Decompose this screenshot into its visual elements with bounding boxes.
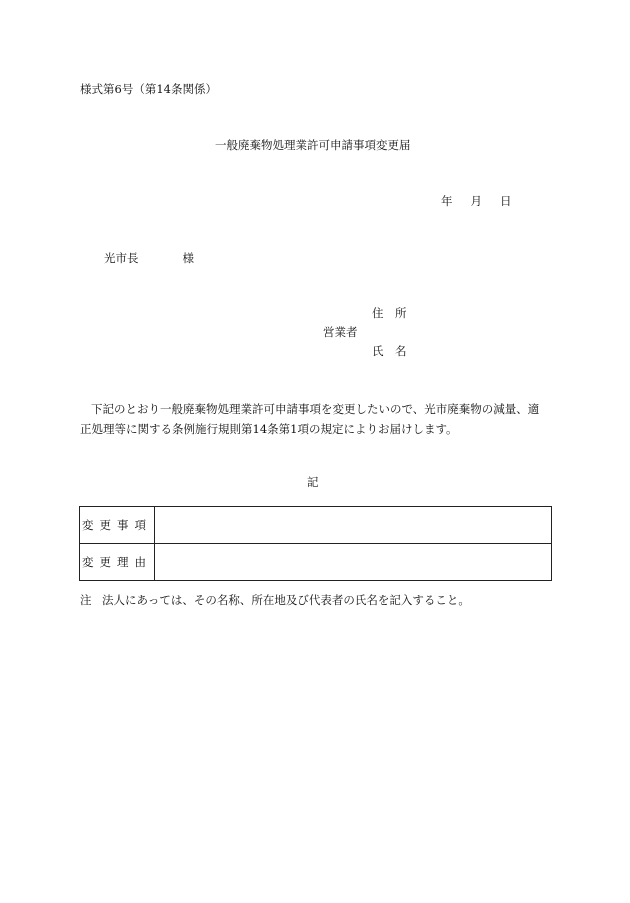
name-label: 氏 名 (372, 344, 407, 358)
table-row (80, 507, 552, 544)
date-year: 年 (441, 194, 453, 208)
addressee-honorific: 様 (182, 251, 194, 265)
note-mark: 注 (80, 593, 92, 607)
change-item-label: 変更事項 (80, 507, 155, 544)
date-line (441, 193, 512, 209)
document-title: 一般廃棄物処理業許可申請事項変更届 (215, 138, 411, 152)
date-month: 月 (470, 194, 482, 208)
table-row (80, 544, 552, 581)
applicant-label: 営業者 (323, 325, 358, 339)
note-text: 法人にあっては、その名称、所在地及び代表者の氏名を記入すること。 (102, 593, 470, 607)
note (80, 592, 470, 608)
addressee (104, 250, 194, 266)
form-number: 様式第6号（第14条関係） (80, 82, 217, 96)
address-label: 住 所 (372, 306, 407, 320)
change-table (79, 506, 552, 581)
change-reason-value[interactable] (155, 544, 552, 581)
addressee-name: 光市長 (104, 251, 139, 265)
change-item-value[interactable] (155, 507, 552, 544)
body-paragraph: 下記のとおり一般廃棄物処理業許可申請事項を変更したいので、光市廃棄物の減量、適正処理等に関する条例施行規則第14条第1項の規定によりお届けします。 (80, 402, 540, 436)
change-reason-label: 変更理由 (80, 544, 155, 581)
ki-heading: 記 (307, 475, 319, 489)
date-day: 日 (500, 194, 512, 208)
